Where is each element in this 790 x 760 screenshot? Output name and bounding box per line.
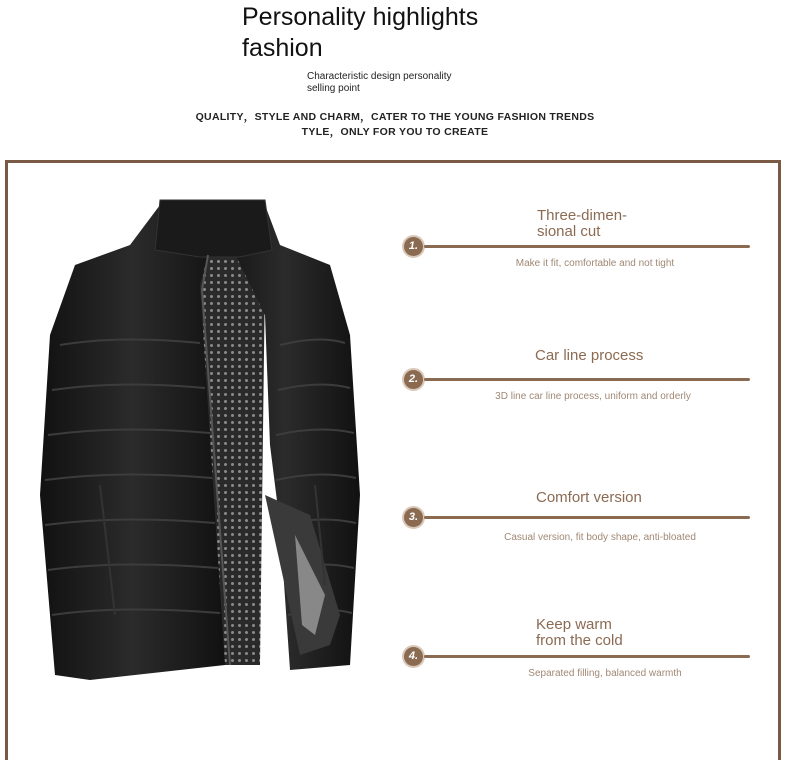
feature-4-title-line-2: from the cold: [536, 632, 623, 649]
feature-3-title-line-1: Comfort version: [536, 489, 642, 506]
feature-1-title-line-1: Three-dimen-: [537, 207, 628, 224]
page-title: [242, 2, 542, 64]
feature-1-title-line-2: sional cut: [537, 223, 601, 240]
feature-2-desc: 3D line car line process, uniform and orderly: [495, 391, 691, 402]
feature-3-desc: Casual version, fit body shape, anti-bloated: [504, 532, 696, 543]
feature-1-desc: Make it fit, comfortable and not tight: [515, 258, 675, 269]
feature-3-number: 3.: [404, 508, 423, 527]
feature-1-divider: [424, 245, 750, 248]
feature-2-divider: [424, 378, 750, 381]
feature-2-number: 2.: [404, 370, 423, 389]
vest-image: [40, 195, 390, 685]
feature-3-divider: [424, 516, 750, 519]
tagline-line-2: TYLE，ONLY FOR YOU TO CREATE: [301, 126, 489, 138]
feature-4-number: 4.: [404, 647, 423, 666]
feature-2-title: [535, 348, 643, 364]
tagline-line-1: QUALITY，STYLE AND CHARM，CATER TO THE YOUNG FASHION TRENDS: [195, 111, 595, 123]
subtitle-line-1: Characteristic design personality: [307, 71, 452, 82]
subtitle-line-2: selling point: [307, 83, 360, 94]
feature-3-title: [536, 490, 642, 506]
title-line-2: fashion: [242, 34, 323, 62]
feature-4-desc: Separated filling, balanced warmth: [528, 668, 682, 679]
feature-1-title: [537, 208, 627, 240]
feature-4-title: [536, 617, 623, 649]
feature-4-title-line-1: Keep warm: [536, 616, 612, 633]
subtitle: [307, 71, 487, 95]
feature-1-number: 1.: [404, 237, 423, 256]
feature-4-divider: [424, 655, 750, 658]
title-line-1: Personality highlights: [242, 3, 479, 31]
feature-2-title-line-1: Car line process: [535, 347, 644, 364]
